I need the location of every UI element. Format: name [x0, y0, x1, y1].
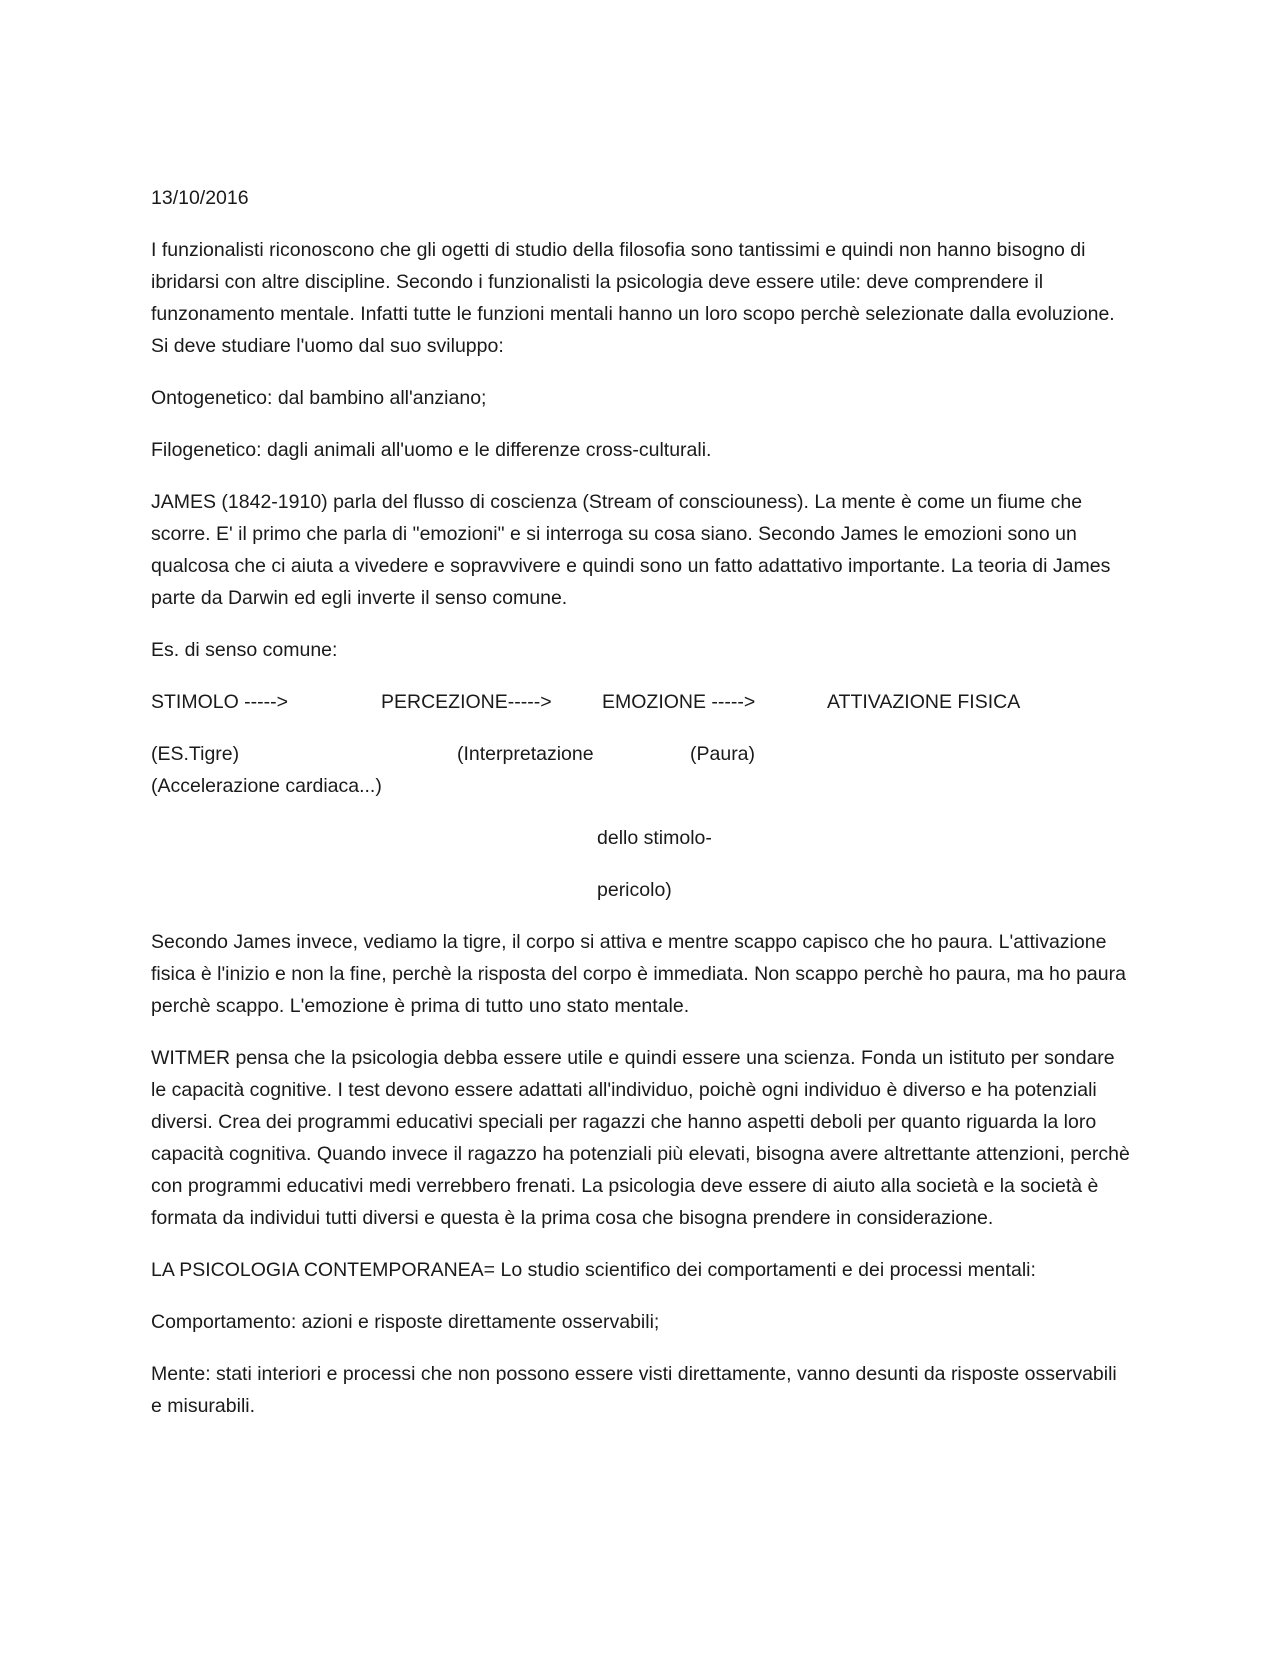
line-comportamento: Comportamento: azioni e risposte direttamente osservabili; — [151, 1311, 660, 1333]
line-es-senso-comune: Es. di senso comune: — [151, 639, 338, 661]
paragraph-witmer: WITMER pensa che la psicologia debba essere utile e quindi essere una scienza. Fonda un istituto per sondare le capacità cognitive. I test devono essere adattati all'individuo, poichè ogni individuo è diverso e ha potenziali diversi. Crea dei programmi educativi speciali per ragazzi che hanno aspetti deboli per quanto riguarda la loro capacità cognitiva. Quando invece il ragazzo ha potenziali più elevati, bisogna avere altrettante attenzioni, perchè con programmi educativi medi verrebbero frenati. La psicologia deve essere di aiuto alla società e la società è formata da individui tutti diversi e questa è la prima cosa che bisogna prendere in considerazione. — [151, 1047, 1130, 1229]
paragraph-james: JAMES (1842-1910) parla del flusso di coscienza (Stream of consciouness). La mente è come un fiume che scorre. E' il primo che parla di "emozioni" e si interroga su cosa siano. Secondo James le emozioni sono un qualcosa che ci aiuta a vivedere e sopravvivere e quindi sono un fatto adattativo importante. La teoria di James parte da Darwin ed egli inverte il senso comune. — [151, 491, 1111, 609]
line-ontogenetico: Ontogenetico: dal bambino all'anziano; — [151, 387, 487, 409]
document-page — [151, 182, 1131, 1442]
line-filogenetico: Filogenetico: dagli animali all'uomo e le differenze cross-culturali. — [151, 439, 712, 461]
line-psicologia-contemporanea: LA PSICOLOGIA CONTEMPORANEA= Lo studio scientifico dei comportamenti e dei processi mentali: — [151, 1259, 1036, 1281]
diagram-example-pericolo: pericolo) — [597, 879, 672, 901]
diagram-example-interpretazione: (Interpretazione — [457, 743, 594, 765]
document-date: 13/10/2016 — [151, 187, 249, 209]
paragraph-mente: Mente: stati interiori e processi che non possono essere visti direttamente, vanno desunti da risposte osservabili e misurabili. — [151, 1363, 1117, 1417]
diagram-example-stimolo: dello stimolo- — [597, 827, 712, 849]
paragraph-funzionalisti: I funzionalisti riconoscono che gli ogetti di studio della filosofia sono tantissimi e quindi non hanno bisogno di ibridarsi con altre discipline. Secondo i funzionalisti la psicologia deve essere utile: deve comprendere il funzonamento mentale. Infatti tutte le funzioni mentali hanno un loro scopo perchè selezionate dalla evoluzione. Si deve studiare l'uomo dal suo sviluppo: — [151, 239, 1115, 357]
diagram-step-stimolo: STIMOLO -----> — [151, 691, 289, 713]
diagram-step-percezione: PERCEZIONE-----> — [381, 691, 552, 713]
diagram-row-steps — [151, 686, 1131, 718]
diagram-step-attivazione: ATTIVAZIONE FISICA — [827, 691, 1021, 713]
diagram-example-paura: (Paura) — [690, 743, 756, 765]
diagram-row-examples — [151, 738, 1131, 770]
diagram-example-tigre: (ES.Tigre) — [151, 743, 240, 765]
diagram-step-emozione: EMOZIONE -----> — [602, 691, 756, 713]
paragraph-james-invece: Secondo James invece, vediamo la tigre, il corpo si attiva e mentre scappo capisco che ho paura. L'attivazione fisica è l'inizio e non la fine, perchè la risposta del corpo è immediata. Non scappo perchè ho paura, ma ho paura perchè scappo. L'emozione è prima di tutto uno stato mentale. — [151, 931, 1126, 1017]
diagram-example-accelerazione: (Accelerazione cardiaca...) — [151, 775, 382, 797]
